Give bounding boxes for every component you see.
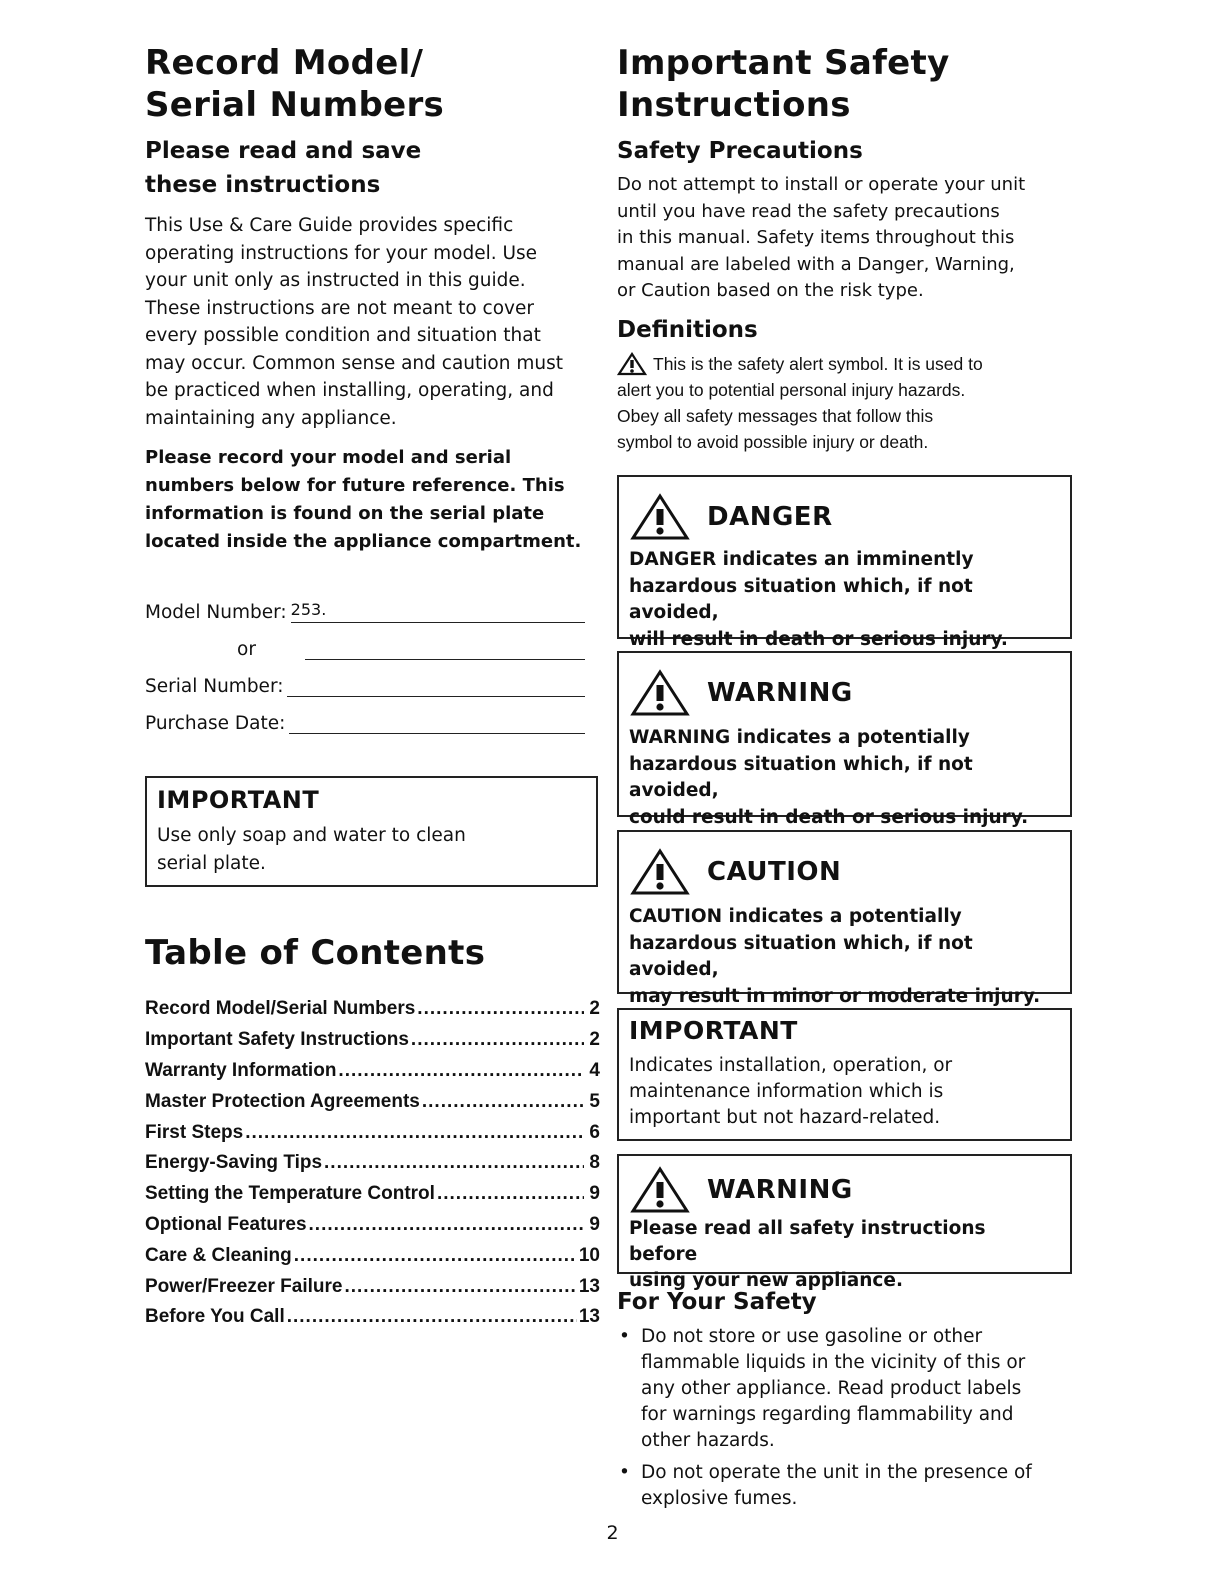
table-of-contents xyxy=(145,994,600,1333)
caution-box xyxy=(617,830,1072,1007)
caution-title: CAUTION xyxy=(707,857,842,887)
safety-alert-icon xyxy=(629,493,691,541)
important-title: IMPORTANT xyxy=(629,1016,798,1045)
toc-entry[interactable]: Optional Features ..... 9 xyxy=(145,1210,600,1241)
toc-entry[interactable]: Power/Freezer Failure ..... 13 xyxy=(145,1271,600,1302)
list-item: • Do not store or use gasoline or other flammable liquids in the vicinity of this or any other appliance. Read product labels for warnings regarding flammability and other hazards. xyxy=(619,1326,1026,1451)
toc-entry[interactable]: Important Safety Instructions ..... 2 xyxy=(145,1025,600,1056)
record-fields xyxy=(145,586,585,734)
toc-entry[interactable]: Setting the Temperature Control ..... 9 xyxy=(145,1179,600,1210)
right-column xyxy=(617,42,1072,455)
toc-entry[interactable]: Warranty Information ..... 4 xyxy=(145,1056,600,1087)
or-row: or xyxy=(145,623,585,660)
purchase-date-field[interactable] xyxy=(289,709,585,734)
read-save-heading: Please read and save these instructions xyxy=(145,138,422,198)
safety-alert-icon xyxy=(617,352,647,376)
danger-box xyxy=(617,475,1072,650)
list-item: • Do not operate the unit in the presence of explosive fumes. xyxy=(619,1462,1032,1509)
danger-title: DANGER xyxy=(707,502,833,532)
warning-title: WARNING xyxy=(707,678,853,708)
important-text: Indicates installation, operation, or maintenance information which is important but not hazard-related. xyxy=(629,1055,953,1128)
important-box-right xyxy=(617,1008,1072,1141)
model-number-row: Model Number: 253. xyxy=(145,586,585,623)
safety-alert-icon xyxy=(629,848,691,896)
safety-title: Important Safety Instructions xyxy=(617,43,950,125)
safety-bullets xyxy=(617,1324,1077,1512)
warning-box-2 xyxy=(617,1154,1072,1291)
caution-text: CAUTION indicates a potentially hazardous situation which, if not avoided, may result in minor or moderate injury. xyxy=(629,906,1041,1007)
toc-entry[interactable]: Master Protection Agreements ..... 5 xyxy=(145,1086,600,1117)
safety-alert-icon xyxy=(629,1166,691,1214)
important-text: Use only soap and water to clean serial plate. xyxy=(157,825,466,874)
warning-box xyxy=(617,651,1072,828)
toc-entry[interactable]: Care & Cleaning ..... 10 xyxy=(145,1240,600,1271)
serial-number-field[interactable] xyxy=(287,672,585,697)
precautions-paragraph: Do not attempt to install or operate your unit until you have read the safety precautions in this manual. Safety items throughout this manual are labeled with a Danger, Warning, or Caution based on the risk type. xyxy=(617,174,1026,301)
toc-entry[interactable]: Before You Call ..... 13 xyxy=(145,1302,600,1333)
purchase-date-row: Purchase Date: xyxy=(145,697,585,734)
important-box-left xyxy=(145,776,598,887)
precautions-heading: Safety Precautions xyxy=(617,138,863,164)
warning-text: Please read all safety instructions before using your new appliance. xyxy=(629,1218,986,1291)
warning-title: WARNING xyxy=(707,1175,853,1205)
serial-number-row: Serial Number: xyxy=(145,660,585,697)
page-number: 2 xyxy=(606,1522,619,1544)
your-safety-heading: For Your Safety xyxy=(617,1289,817,1315)
danger-text: DANGER indicates an imminently hazardous situation which, if not avoided, will result in death or serious injury. xyxy=(629,549,1008,650)
toc-entry[interactable]: Record Model/Serial Numbers ..... 2 xyxy=(145,994,600,1025)
definitions-heading: Definitions xyxy=(617,316,758,343)
important-title: IMPORTANT xyxy=(157,786,320,814)
record-note: Please record your model and serial numbers below for future reference. This information is found on the serial plate located inside the appliance compartment. xyxy=(145,447,582,552)
warning-text: WARNING indicates a potentially hazardous situation which, if not avoided, could result in death or serious injury. xyxy=(629,727,1029,828)
toc-entry[interactable]: First Steps ..... 6 xyxy=(145,1117,600,1148)
model-number-field[interactable]: 253. xyxy=(291,598,585,623)
left-column xyxy=(145,42,600,1328)
toc-title: Table of Contents xyxy=(145,933,486,973)
record-title: Record Model/ Serial Numbers xyxy=(145,43,445,125)
intro-paragraph: This Use & Care Guide provides specific operating instructions for your model. Use your unit only as instructed in this guide. These instructions are not meant to cover every possible condition and situation that may occur. Common sense and caution must be practiced when installing, operating, and maintaining any appliance. xyxy=(145,215,563,429)
alt-number-field[interactable] xyxy=(305,635,585,660)
toc-entry[interactable]: Energy-Saving Tips ..... 8 xyxy=(145,1148,600,1179)
safety-alert-icon xyxy=(629,669,691,717)
definitions-paragraph: This is the safety alert symbol. It is used to alert you to potential personal injury hazards. Obey all safety messages that follow this symbol to avoid possible injury or death. xyxy=(617,353,983,452)
